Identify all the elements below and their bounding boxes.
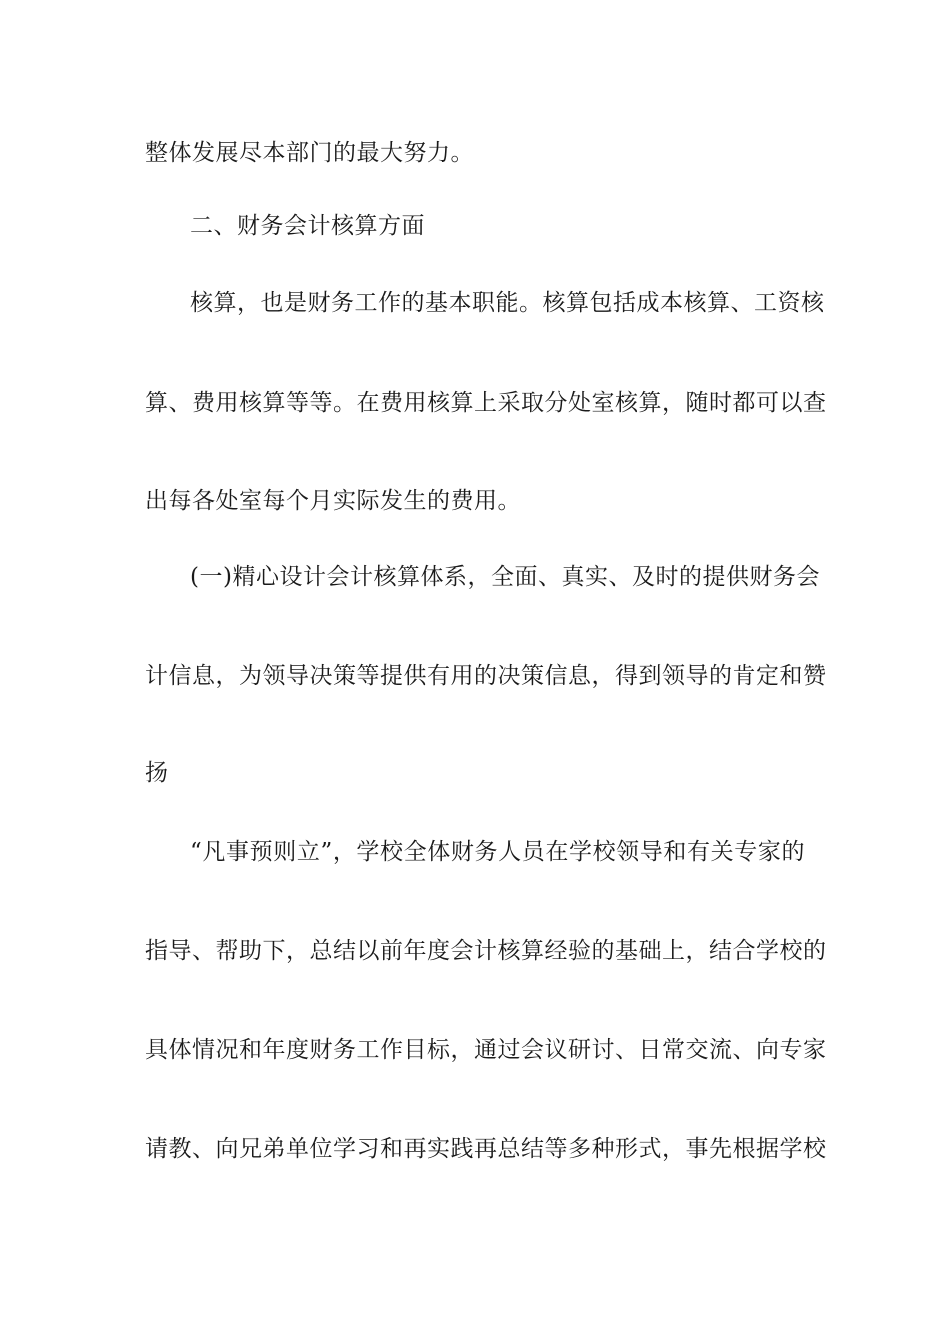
paragraph-line: 请教、向兄弟单位学习和再实践再总结等多种形式，事先根据学校	[145, 1136, 827, 1162]
subsection-heading: (一)精心设计会计核算体系，全面、真实、及时的提供财务会	[190, 564, 820, 590]
paragraph-line: 算、费用核算等等。在费用核算上采取分处室核算，随时都可以查	[145, 390, 827, 416]
paragraph-line: “凡事预则立”，学校全体财务人员在学校领导和有关专家的	[190, 839, 805, 865]
paragraph-line: 具体情况和年度财务工作目标，通过会议研讨、日常交流、向专家	[145, 1037, 827, 1063]
paragraph-line: 出每各处室每个月实际发生的费用。	[145, 488, 521, 514]
paragraph-line: 扬	[145, 760, 169, 786]
section-heading: 二、财务会计核算方面	[190, 213, 425, 239]
paragraph-line: 指导、帮助下，总结以前年度会计核算经验的基础上，结合学校的	[145, 938, 827, 964]
paragraph-line: 整体发展尽本部门的最大努力。	[145, 140, 474, 166]
paragraph-line: 核算，也是财务工作的基本职能。核算包括成本核算、工资核	[190, 290, 825, 316]
paragraph-line: 计信息，为领导决策等提供有用的决策信息，得到领导的肯定和赞	[145, 663, 827, 689]
